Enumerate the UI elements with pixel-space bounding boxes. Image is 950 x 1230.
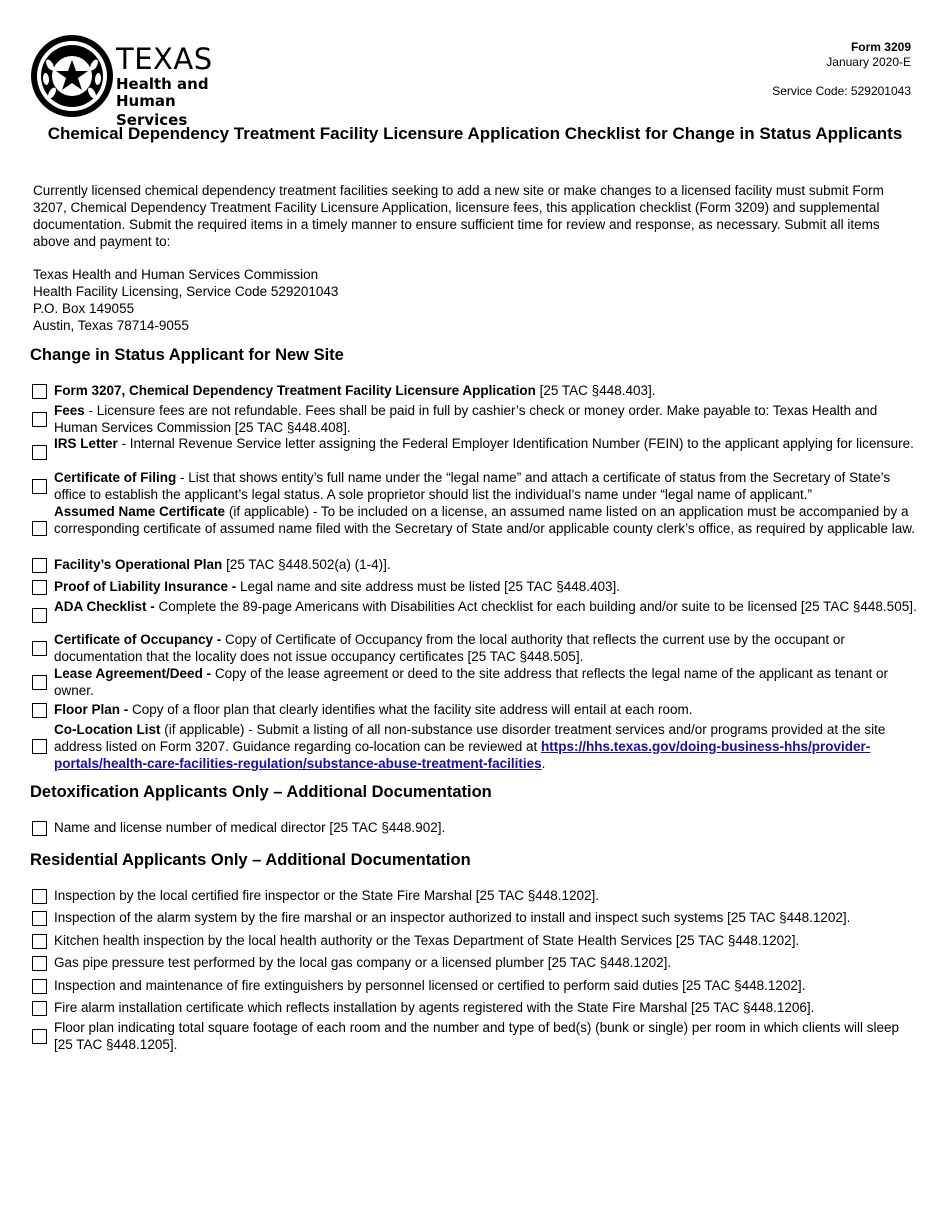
item-text: (if applicable) - To be included on a license, an assumed name listed on an application must be accompanied by a corresponding certificate of assumed name filed with the Secretary of State and/or applicable county clerk’s office, as required by applicable law. — [54, 504, 915, 536]
checkbox-certificate-of-filing[interactable] — [32, 479, 47, 494]
item-label: IRS Letter — [54, 436, 118, 451]
item-text: - List that shows entity’s full name under the “legal name” and attach a certificate of status from the Secretary of State’s office to establish the applicant’s legal status. A sole proprietor should list the individual’s name under “legal name of applicant.” — [54, 470, 891, 502]
checkbox-alarm-inspection[interactable] — [32, 911, 47, 926]
item-text: . — [541, 756, 546, 771]
address-line: Texas Health and Human Services Commission — [33, 267, 319, 282]
item-label: Facility’s Operational Plan — [54, 557, 223, 572]
item-text: Inspection of the alarm system by the fire marshal or an inspector authorized to install and inspect such systems [25 TAC §448.1202]. — [54, 910, 851, 925]
checkbox-co-location-list[interactable] — [32, 739, 47, 754]
item-text: Fire alarm installation certificate which reflects installation by agents registered with the State Fire Marshal [25 TAC §448.1206]. — [54, 1000, 815, 1015]
address-line: Austin, Texas 78714-9055 — [33, 318, 189, 333]
item-label: Co-Location List — [54, 722, 161, 737]
checkbox-assumed-name-certificate[interactable] — [32, 521, 47, 536]
checkbox-fees[interactable] — [32, 412, 47, 427]
item-text: - Internal Revenue Service letter assigning the Federal Employer Identification Number (FEIN) to the applicant applying for licensure. — [117, 436, 914, 451]
address-line: P.O. Box 149055 — [33, 301, 135, 316]
item-text: Inspection and maintenance of fire extinguishers by personnel licensed or certified to perform said duties [25 TAC §448.1202]. — [54, 978, 806, 993]
page-title: Chemical Dependency Treatment Facility Licensure Application Checklist for Change in Status Applicants — [47, 124, 903, 143]
item-label: Lease Agreement/Deed - — [54, 666, 212, 681]
item-label: ADA Checklist - — [54, 599, 155, 614]
checkbox-liability-insurance[interactable] — [32, 580, 47, 595]
checkbox-kitchen-inspection[interactable] — [32, 934, 47, 949]
address-line: Health Facility Licensing, Service Code 529201043 — [33, 284, 339, 299]
checkbox-fire-extinguishers[interactable] — [32, 979, 47, 994]
item-label: Fees — [54, 403, 85, 418]
item-text: Gas pipe pressure test performed by the local gas company or a licensed plumber [25 TAC §448.1202]. — [54, 955, 672, 970]
checkbox-fire-inspection[interactable] — [32, 889, 47, 904]
form-date: January 2020-E — [826, 55, 911, 69]
section-heading-residential: Residential Applicants Only – Additional Documentation — [30, 851, 471, 869]
state-seal-icon — [30, 33, 114, 119]
item-text: [25 TAC §448.403]. — [535, 383, 656, 398]
item-label: Assumed Name Certificate — [54, 504, 226, 519]
item-text: [25 TAC §448.502(a) (1-4)]. — [222, 557, 391, 572]
item-text: Copy of a floor plan that clearly identifies what the facility site address will entail at each room. — [128, 702, 693, 717]
checkbox-gas-pipe-test[interactable] — [32, 956, 47, 971]
service-code: Service Code: 529201043 — [772, 84, 911, 98]
item-label: Certificate of Filing — [54, 470, 177, 485]
checkbox-lease-agreement[interactable] — [32, 675, 47, 690]
checkbox-medical-director[interactable] — [32, 821, 47, 836]
intro-paragraph: Currently licensed chemical dependency treatment facilities seeking to add a new site or make changes to a licensed facility must submit Form 3207, Chemical Dependency Treatment Facility Licensure Application, licensure fees, this application checklist (Form 3209) and supplemental documentation. Submit the required items in a timely manner to ensure sufficient time for review and response, as necessary. Submit all items above and payment to: — [33, 183, 884, 249]
item-label: Floor Plan - — [54, 702, 129, 717]
section-heading-new-site: Change in Status Applicant for New Site — [30, 346, 344, 364]
item-label: Form 3207, Chemical Dependency Treatment Facility Licensure Application — [54, 383, 536, 398]
item-text: Floor plan indicating total square footage of each room and the number and type of bed(s) (bunk or single) per room in which clients will sleep [25 TAC §448.1205]. — [54, 1020, 899, 1052]
form-identifier — [826, 40, 911, 70]
item-text: (if applicable) - Submit a listing of all non-substance use disorder treatment services and/or programs provided at the site address listed on Form 3207. Guidance regarding co-location can be reviewed at — [54, 722, 886, 754]
item-text: Name and license number of medical director [25 TAC §448.902]. — [54, 820, 446, 835]
checkbox-operational-plan[interactable] — [32, 558, 47, 573]
co-location-guidance-link[interactable]: https://hhs.texas.gov/doing-business-hhs/provider-portals/health-care-facilities-regulation/substance-abuse-treatment-facilities — [54, 739, 871, 771]
logo-line-2: Services — [116, 111, 188, 129]
mailing-address — [33, 266, 338, 334]
logo-line-1: Health and Human — [116, 75, 209, 110]
checkbox-form-3207[interactable] — [32, 384, 47, 399]
item-text: - Licensure fees are not refundable. Fees shall be paid in full by cashier’s check or money order. Make payable to: Texas Health and Human Services Commission [25 TAC §448.408]. — [54, 403, 878, 435]
item-text: Copy of the lease agreement or deed to the site address that reflects the legal name of the applicant as tenant or owner. — [54, 666, 888, 698]
checkbox-floor-plan-beds[interactable] — [32, 1029, 47, 1044]
checkbox-floor-plan[interactable] — [32, 703, 47, 718]
item-text: Complete the 89-page Americans with Disabilities Act checklist for each building and/or suite to be licensed [25 TAC §448.505]. — [154, 599, 917, 614]
logo-title: TEXAS — [116, 42, 213, 76]
form-number: Form 3209 — [850, 40, 911, 54]
checkbox-ada-checklist[interactable] — [32, 608, 47, 623]
texas-hhs-logo — [30, 33, 250, 129]
item-label: Certificate of Occupancy - — [54, 632, 222, 647]
checkbox-fire-alarm-certificate[interactable] — [32, 1001, 47, 1016]
section-heading-detox: Detoxification Applicants Only – Additional Documentation — [30, 783, 492, 801]
checkbox-irs-letter[interactable] — [32, 445, 47, 460]
item-label: Proof of Liability Insurance - — [54, 579, 237, 594]
item-text: Copy of Certificate of Occupancy from the local authority that reflects the current use by the occupant or documentation that the locality does not issue occupancy certificates [25 TAC §448.505]. — [54, 632, 845, 664]
item-text: Legal name and site address must be listed [25 TAC §448.403]. — [236, 579, 621, 594]
item-text: Inspection by the local certified fire inspector or the State Fire Marshal [25 TAC §448.1202]. — [54, 888, 600, 903]
checkbox-certificate-of-occupancy[interactable] — [32, 641, 47, 656]
item-text: Kitchen health inspection by the local health authority or the Texas Department of State Health Services [25 TAC §448.1202]. — [54, 933, 800, 948]
